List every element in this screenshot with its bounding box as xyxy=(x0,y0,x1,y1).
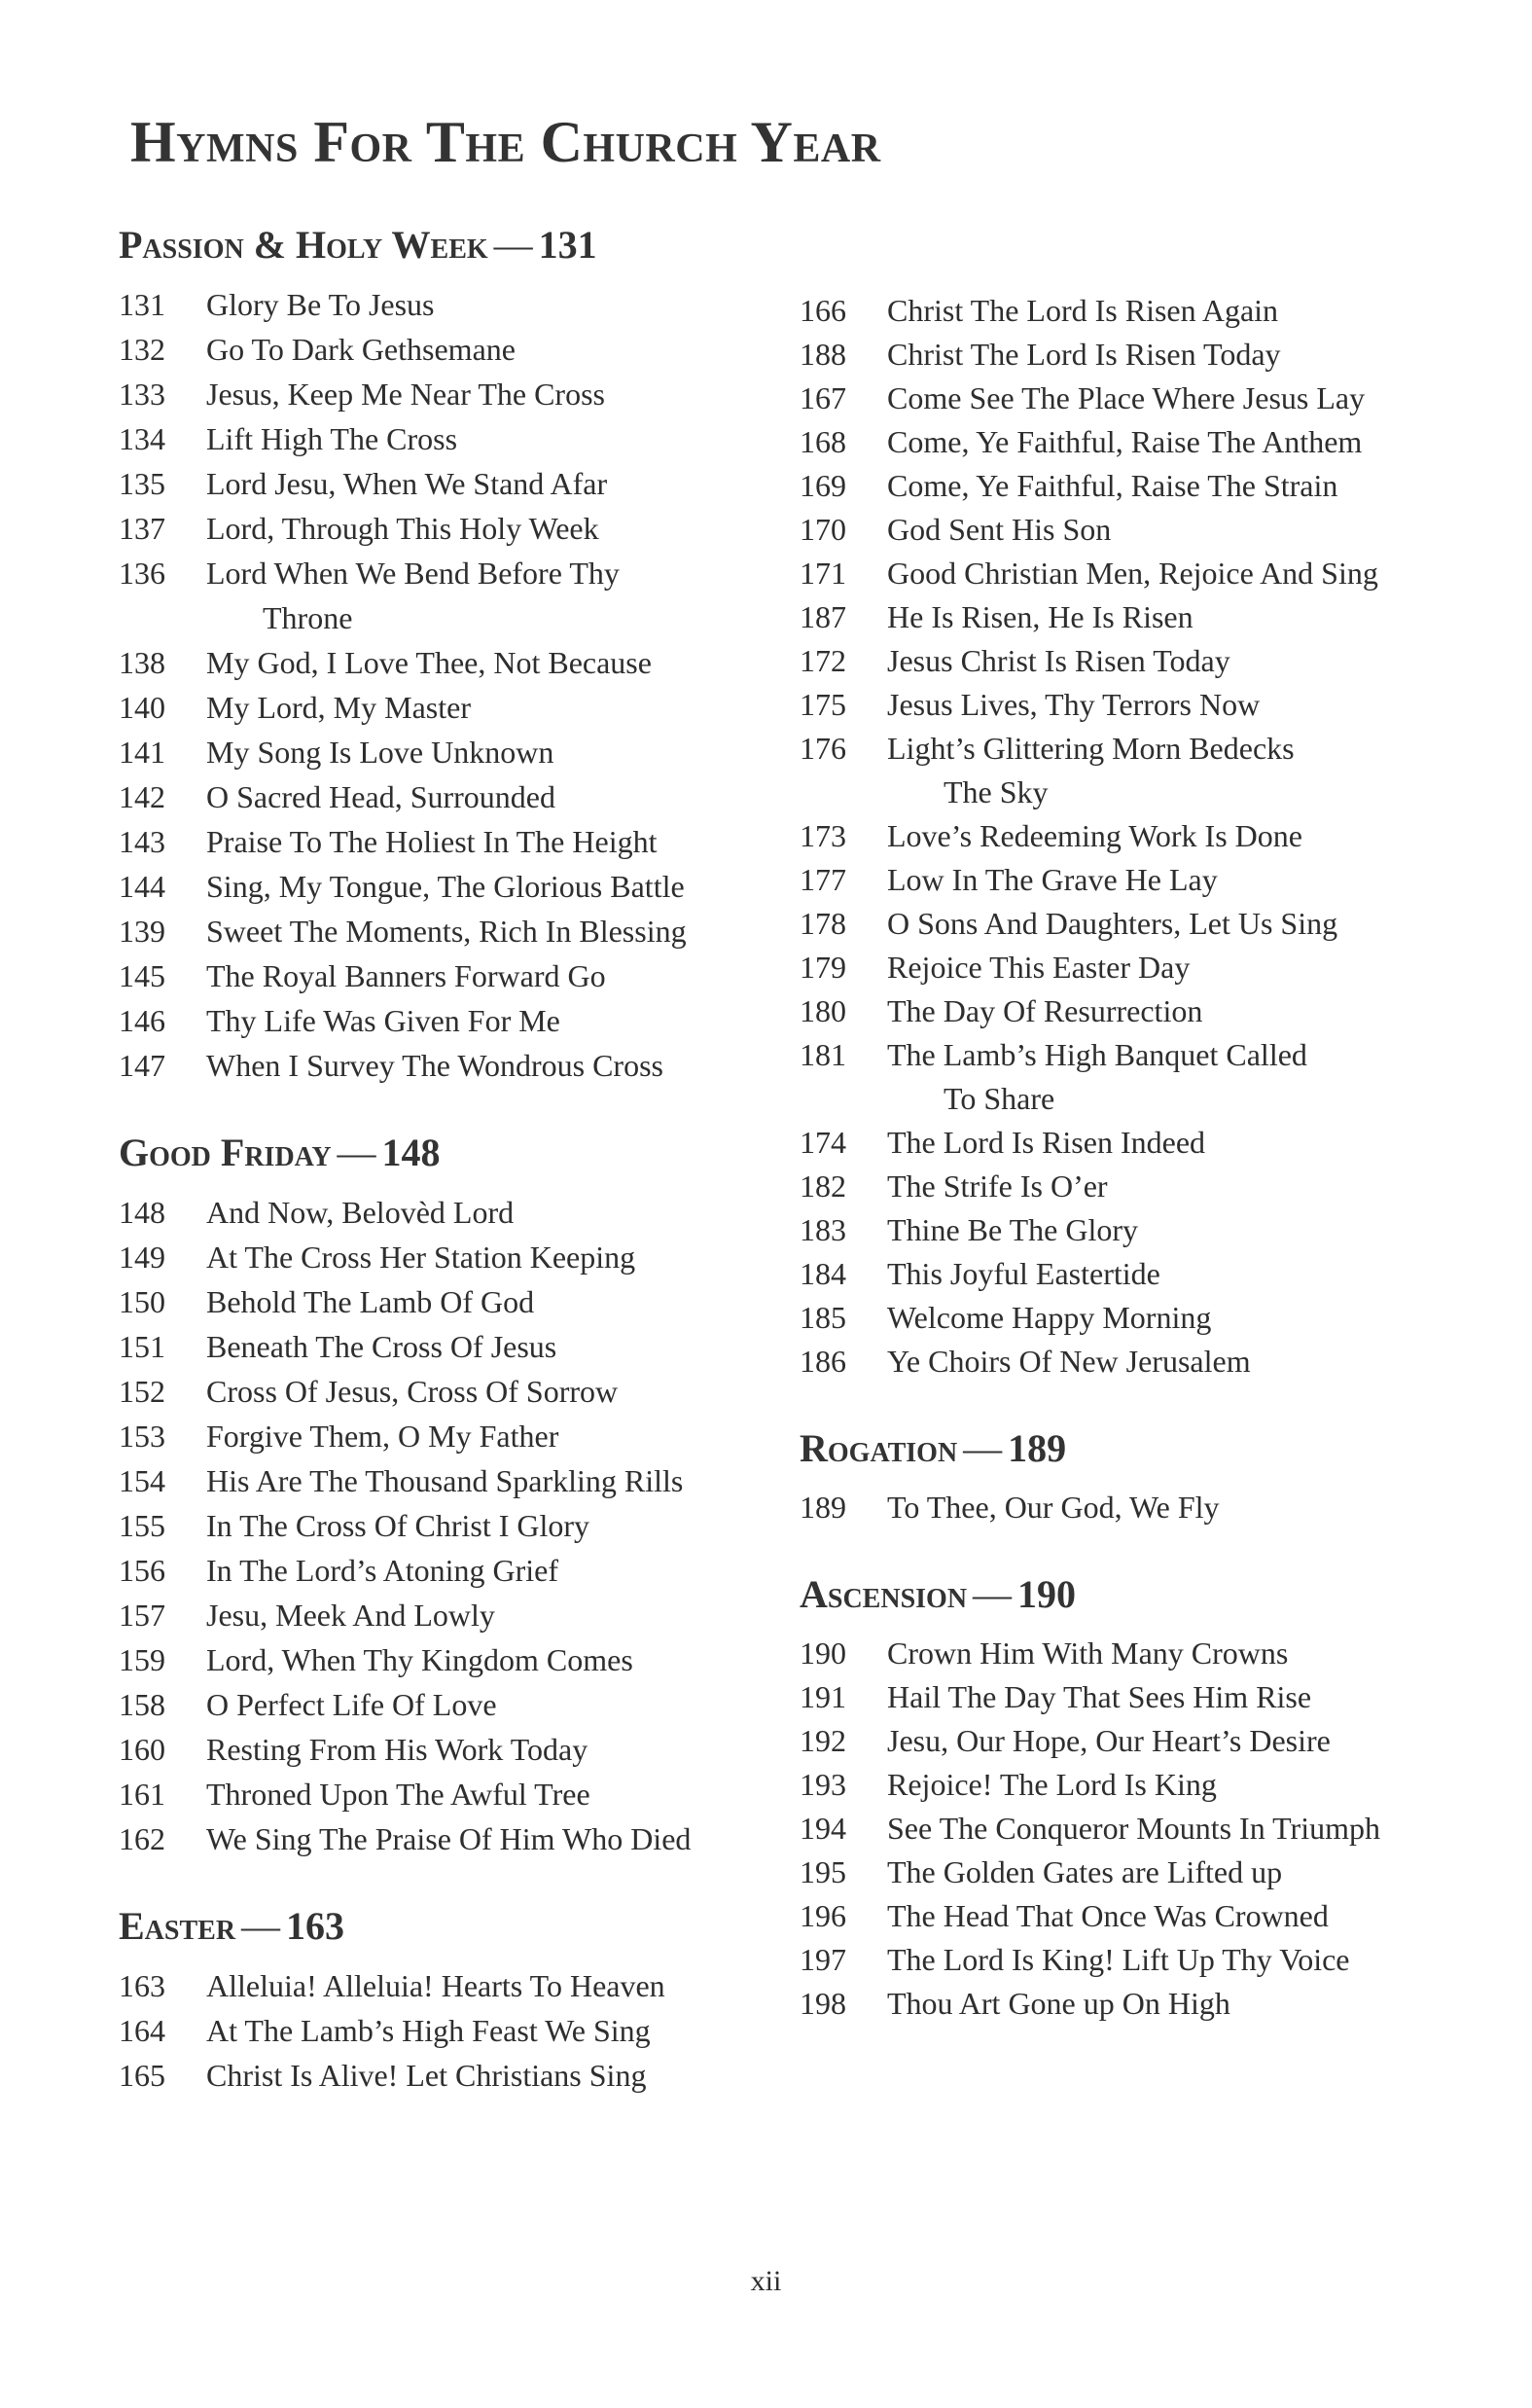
hymn-title: Lord, When Thy Kingdom Comes xyxy=(206,1642,633,1677)
hymn-entry xyxy=(119,1772,780,1816)
left-column xyxy=(119,223,780,2098)
hymn-title: Jesu, Our Hope, Our Heart’s Desire xyxy=(887,1723,1331,1758)
hymn-number: 154 xyxy=(119,1463,165,1498)
hymn-entry xyxy=(800,595,1480,639)
hymn-entry xyxy=(800,1632,1480,1675)
hymn-number: 133 xyxy=(119,377,165,412)
hymn-title: O Perfect Life Of Love xyxy=(206,1687,497,1722)
section-heading xyxy=(800,1426,1480,1486)
hymn-title: To Thee, Our God, We Fly xyxy=(887,1490,1220,1525)
hymn-entry xyxy=(800,1486,1480,1529)
hymn-title: Glory Be To Jesus xyxy=(206,287,435,322)
dash: — xyxy=(973,1572,1013,1616)
hymn-title: Light’s Glittering Morn Bedecks xyxy=(887,731,1295,766)
hymn-entry xyxy=(119,1637,780,1682)
hymn-title: Hail The Day That Sees Him Rise xyxy=(887,1679,1312,1714)
section-name: Passion & Holy Week xyxy=(119,223,488,267)
hymn-number: 182 xyxy=(800,1168,846,1204)
hymn-title: Thine Be The Glory xyxy=(887,1212,1139,1247)
hymn-number: 179 xyxy=(800,950,846,985)
hymn-entry xyxy=(800,1763,1480,1807)
hymn-title: Ye Choirs Of New Jerusalem xyxy=(887,1344,1251,1379)
hymn-number: 151 xyxy=(119,1329,165,1364)
dash: — xyxy=(241,1904,281,1948)
hymn-title: His Are The Thousand Sparkling Rills xyxy=(206,1463,684,1498)
dash: — xyxy=(963,1426,1003,1470)
hymn-entry xyxy=(119,1324,780,1369)
hymn-title: Sweet The Moments, Rich In Blessing xyxy=(206,914,687,949)
hymn-number: 149 xyxy=(119,1240,165,1275)
hymn-number: 164 xyxy=(119,2013,165,2048)
hymn-title: Sing, My Tongue, The Glorious Battle xyxy=(206,869,685,904)
hymn-entry xyxy=(800,1894,1480,1938)
hymn-number: 162 xyxy=(119,1821,165,1856)
hymn-title: Crown Him With Many Crowns xyxy=(887,1635,1289,1671)
hymn-number: 184 xyxy=(800,1256,846,1291)
section-heading xyxy=(119,1131,780,1190)
hymn-number: 172 xyxy=(800,643,846,678)
section-start-number: 131 xyxy=(538,223,597,267)
hymn-entry xyxy=(800,1252,1480,1296)
hymn-number: 157 xyxy=(119,1598,165,1633)
hymn-number: 136 xyxy=(119,556,165,591)
hymn-number: 159 xyxy=(119,1642,165,1677)
hymn-title: In The Cross Of Christ I Glory xyxy=(206,1508,590,1543)
hymn-entry xyxy=(119,1279,780,1324)
hymn-entry xyxy=(119,1682,780,1727)
hymn-number: 177 xyxy=(800,862,846,897)
section-name: Rogation xyxy=(800,1426,958,1470)
hymn-number: 155 xyxy=(119,1508,165,1543)
hymn-title: Lift High The Cross xyxy=(206,421,458,456)
hymn-title: Behold The Lamb Of God xyxy=(206,1284,535,1319)
hymn-entry xyxy=(119,864,780,909)
hymn-title: In The Lord’s Atoning Grief xyxy=(206,1553,559,1588)
page-title: Hymns For The Church Year xyxy=(130,110,881,174)
hymn-title: My God, I Love Thee, Not Because xyxy=(206,645,652,680)
hymn-entry xyxy=(800,1851,1480,1894)
right-column xyxy=(800,289,1480,2026)
hymn-title: My Song Is Love Unknown xyxy=(206,735,554,770)
hymn-entry xyxy=(800,1208,1480,1252)
hymn-title: God Sent His Son xyxy=(887,512,1112,547)
hymn-entry xyxy=(119,2053,780,2098)
hymn-title: At The Lamb’s High Feast We Sing xyxy=(206,2013,651,2048)
hymn-number: 144 xyxy=(119,869,165,904)
hymn-number: 135 xyxy=(119,466,165,501)
hymn-number: 176 xyxy=(800,731,846,766)
hymn-entry xyxy=(800,858,1480,902)
hymn-title: Christ The Lord Is Risen Again xyxy=(887,293,1279,328)
hymn-number: 158 xyxy=(119,1687,165,1722)
hymn-number: 195 xyxy=(800,1854,846,1889)
hymn-number: 170 xyxy=(800,512,846,547)
dash: — xyxy=(493,223,533,267)
hymn-number: 191 xyxy=(800,1679,846,1714)
section-name: Ascension xyxy=(800,1572,968,1616)
hymn-title: O Sacred Head, Surrounded xyxy=(206,779,555,814)
hymn-number: 168 xyxy=(800,424,846,459)
hymn-number: 156 xyxy=(119,1553,165,1588)
hymn-number: 137 xyxy=(119,511,165,546)
hymn-number: 138 xyxy=(119,645,165,680)
hymn-title: The Royal Banners Forward Go xyxy=(206,958,606,993)
hymn-number: 134 xyxy=(119,421,165,456)
hymn-number: 194 xyxy=(800,1811,846,1846)
hymn-title-continued: To Share xyxy=(944,1081,1055,1116)
hymn-title: Come, Ye Faithful, Raise The Anthem xyxy=(887,424,1363,459)
hymn-title: Christ The Lord Is Risen Today xyxy=(887,337,1281,372)
hymn-number: 192 xyxy=(800,1723,846,1758)
hymn-number: 186 xyxy=(800,1344,846,1379)
hymn-number: 165 xyxy=(119,2058,165,2093)
hymn-title: Resting From His Work Today xyxy=(206,1732,588,1767)
hymn-title: Go To Dark Gethsemane xyxy=(206,332,516,367)
hymn-number: 160 xyxy=(119,1732,165,1767)
hymn-entry xyxy=(800,1296,1480,1340)
hymn-title: We Sing The Praise Of Him Who Died xyxy=(206,1821,692,1856)
hymn-entry xyxy=(800,1033,1480,1077)
hymn-title: Praise To The Holiest In The Height xyxy=(206,824,658,859)
dash: — xyxy=(337,1131,376,1174)
hymn-title: The Head That Once Was Crowned xyxy=(887,1898,1329,1933)
hymn-title: Jesus Lives, Thy Terrors Now xyxy=(887,687,1261,722)
hymn-title: When I Survey The Wondrous Cross xyxy=(206,1048,663,1083)
hymn-title: Good Christian Men, Rejoice And Sing xyxy=(887,556,1378,591)
hymn-title: Lord, Through This Holy Week xyxy=(206,511,599,546)
hymn-number: 143 xyxy=(119,824,165,859)
hymn-number: 147 xyxy=(119,1048,165,1083)
hymn-entry xyxy=(800,1340,1480,1384)
hymn-title: Christ Is Alive! Let Christians Sing xyxy=(206,2058,647,2093)
hymn-entry xyxy=(800,639,1480,683)
hymn-number: 148 xyxy=(119,1195,165,1230)
hymn-entry xyxy=(119,1963,780,2008)
hymn-entry xyxy=(119,1458,780,1503)
hymn-entry-continuation xyxy=(800,1077,1480,1121)
section-name: Easter xyxy=(119,1904,236,1948)
hymn-entry xyxy=(119,506,780,551)
hymn-title: The Golden Gates are Lifted up xyxy=(887,1854,1283,1889)
hymn-title: The Lamb’s High Banquet Called xyxy=(887,1037,1307,1072)
hymn-title: At The Cross Her Station Keeping xyxy=(206,1240,636,1275)
hymn-title: Welcome Happy Morning xyxy=(887,1300,1212,1335)
hymn-entry xyxy=(119,1816,780,1861)
hymn-number: 166 xyxy=(800,293,846,328)
hymn-entry-continuation xyxy=(119,595,780,640)
hymn-number: 132 xyxy=(119,332,165,367)
hymn-number: 178 xyxy=(800,906,846,941)
hymn-entry xyxy=(119,551,780,595)
hymn-number: 197 xyxy=(800,1942,846,1977)
hymn-number: 188 xyxy=(800,337,846,372)
hymn-number: 169 xyxy=(800,468,846,503)
section-start-number: 163 xyxy=(286,1904,345,1948)
hymn-number: 142 xyxy=(119,779,165,814)
hymn-title: Low In The Grave He Lay xyxy=(887,862,1218,897)
hymn-number: 150 xyxy=(119,1284,165,1319)
hymn-title: Throned Upon The Awful Tree xyxy=(206,1777,590,1812)
hymn-number: 174 xyxy=(800,1125,846,1160)
spacer xyxy=(800,771,887,814)
spacer xyxy=(800,1077,887,1121)
hymn-title: Come See The Place Where Jesus Lay xyxy=(887,380,1366,415)
hymn-title: Forgive Them, O My Father xyxy=(206,1419,559,1454)
hymn-number: 161 xyxy=(119,1777,165,1812)
hymn-title: Thou Art Gone up On High xyxy=(887,1986,1230,2021)
hymn-entry xyxy=(800,727,1480,771)
hymn-entry xyxy=(800,814,1480,858)
hymn-number: 167 xyxy=(800,380,846,415)
hymn-title: See The Conqueror Mounts In Triumph xyxy=(887,1811,1380,1846)
hymn-entry xyxy=(800,289,1480,333)
hymn-entry xyxy=(800,1121,1480,1165)
hymn-number: 173 xyxy=(800,818,846,853)
hymn-title: The Lord Is Risen Indeed xyxy=(887,1125,1206,1160)
hymn-entry xyxy=(800,508,1480,552)
hymn-entry xyxy=(119,998,780,1043)
hymn-entry xyxy=(119,1043,780,1088)
hymn-entry xyxy=(800,1719,1480,1763)
hymn-entry xyxy=(119,730,780,774)
hymn-number: 198 xyxy=(800,1986,846,2021)
hymn-title: My Lord, My Master xyxy=(206,690,471,725)
hymn-title: Beneath The Cross Of Jesus xyxy=(206,1329,557,1364)
hymn-entry xyxy=(119,416,780,461)
hymn-entry xyxy=(800,333,1480,377)
hymn-title: Lord When We Bend Before Thy xyxy=(206,556,620,591)
hymn-entry xyxy=(800,683,1480,727)
hymn-number: 189 xyxy=(800,1490,846,1525)
hymn-entry xyxy=(800,1982,1480,2026)
hymn-entry xyxy=(119,327,780,372)
hymn-title: Alleluia! Alleluia! Hearts To Heaven xyxy=(206,1968,665,2003)
hymn-number: 153 xyxy=(119,1419,165,1454)
hymn-number: 190 xyxy=(800,1635,846,1671)
hymn-entry xyxy=(119,640,780,685)
hymn-number: 152 xyxy=(119,1374,165,1409)
hymn-number: 163 xyxy=(119,1968,165,2003)
hymn-title: Cross Of Jesus, Cross Of Sorrow xyxy=(206,1374,619,1409)
hymn-title: O Sons And Daughters, Let Us Sing xyxy=(887,906,1338,941)
hymn-entry xyxy=(800,1938,1480,1982)
hymn-entry xyxy=(119,1235,780,1279)
spacer xyxy=(119,595,206,640)
hymn-entry-continuation xyxy=(800,771,1480,814)
hymn-entry xyxy=(119,909,780,953)
section-heading xyxy=(800,1572,1480,1632)
hymn-title: Thy Life Was Given For Me xyxy=(206,1003,560,1038)
hymn-entry xyxy=(119,1727,780,1772)
hymn-entry xyxy=(119,1503,780,1548)
hymn-title: Rejoice! The Lord Is King xyxy=(887,1767,1217,1802)
hymn-entry xyxy=(119,819,780,864)
hymn-title: Rejoice This Easter Day xyxy=(887,950,1191,985)
hymn-title: Jesu, Meek And Lowly xyxy=(206,1598,495,1633)
hymn-number: 187 xyxy=(800,599,846,634)
hymn-title-continued: Throne xyxy=(263,600,353,635)
hymn-entry xyxy=(800,464,1480,508)
hymn-title: The Strife Is O’er xyxy=(887,1168,1108,1204)
hymn-title: The Day Of Resurrection xyxy=(887,993,1203,1028)
page-number: xii xyxy=(750,2265,782,2297)
hymn-entry xyxy=(119,774,780,819)
hymn-entry xyxy=(119,372,780,416)
hymn-title: Love’s Redeeming Work Is Done xyxy=(887,818,1302,853)
hymn-title: And Now, Belovèd Lord xyxy=(206,1195,515,1230)
hymn-entry xyxy=(800,902,1480,946)
hymn-title: He Is Risen, He Is Risen xyxy=(887,599,1194,634)
hymn-title: The Lord Is King! Lift Up Thy Voice xyxy=(887,1942,1350,1977)
hymn-entry xyxy=(119,685,780,730)
hymn-entry xyxy=(119,1593,780,1637)
hymn-title: Come, Ye Faithful, Raise The Strain xyxy=(887,468,1338,503)
hymn-number: 181 xyxy=(800,1037,846,1072)
section-start-number: 190 xyxy=(1017,1572,1077,1616)
section-heading xyxy=(119,223,780,282)
hymn-entry xyxy=(800,1165,1480,1208)
hymn-number: 145 xyxy=(119,958,165,993)
hymn-number: 131 xyxy=(119,287,165,322)
hymn-number: 175 xyxy=(800,687,846,722)
hymn-entry xyxy=(800,989,1480,1033)
hymn-entry xyxy=(119,2008,780,2053)
section-name: Good Friday xyxy=(119,1131,332,1174)
hymn-title: Jesus, Keep Me Near The Cross xyxy=(206,377,605,412)
hymn-title-continued: The Sky xyxy=(944,774,1049,809)
hymn-number: 141 xyxy=(119,735,165,770)
hymn-entry xyxy=(800,946,1480,989)
hymn-entry xyxy=(800,377,1480,420)
section-heading xyxy=(119,1904,780,1963)
hymn-number: 185 xyxy=(800,1300,846,1335)
hymn-entry xyxy=(800,1675,1480,1719)
hymn-number: 146 xyxy=(119,1003,165,1038)
hymn-title: This Joyful Eastertide xyxy=(887,1256,1160,1291)
hymn-entry xyxy=(119,1548,780,1593)
hymn-entry xyxy=(119,461,780,506)
hymn-title: Lord Jesu, When We Stand Afar xyxy=(206,466,608,501)
hymn-entry xyxy=(800,552,1480,595)
hymn-entry xyxy=(119,282,780,327)
hymn-entry xyxy=(119,1190,780,1235)
hymn-entry xyxy=(119,1369,780,1414)
section-start-number: 148 xyxy=(381,1131,441,1174)
hymn-number: 196 xyxy=(800,1898,846,1933)
hymn-number: 171 xyxy=(800,556,846,591)
hymn-entry xyxy=(119,1414,780,1458)
hymn-number: 140 xyxy=(119,690,165,725)
hymn-title: Jesus Christ Is Risen Today xyxy=(887,643,1230,678)
hymn-number: 183 xyxy=(800,1212,846,1247)
section-start-number: 189 xyxy=(1008,1426,1067,1470)
hymn-number: 193 xyxy=(800,1767,846,1802)
hymn-number: 139 xyxy=(119,914,165,949)
hymn-entry xyxy=(119,953,780,998)
hymn-entry xyxy=(800,1807,1480,1851)
hymn-number: 180 xyxy=(800,993,846,1028)
hymn-entry xyxy=(800,420,1480,464)
